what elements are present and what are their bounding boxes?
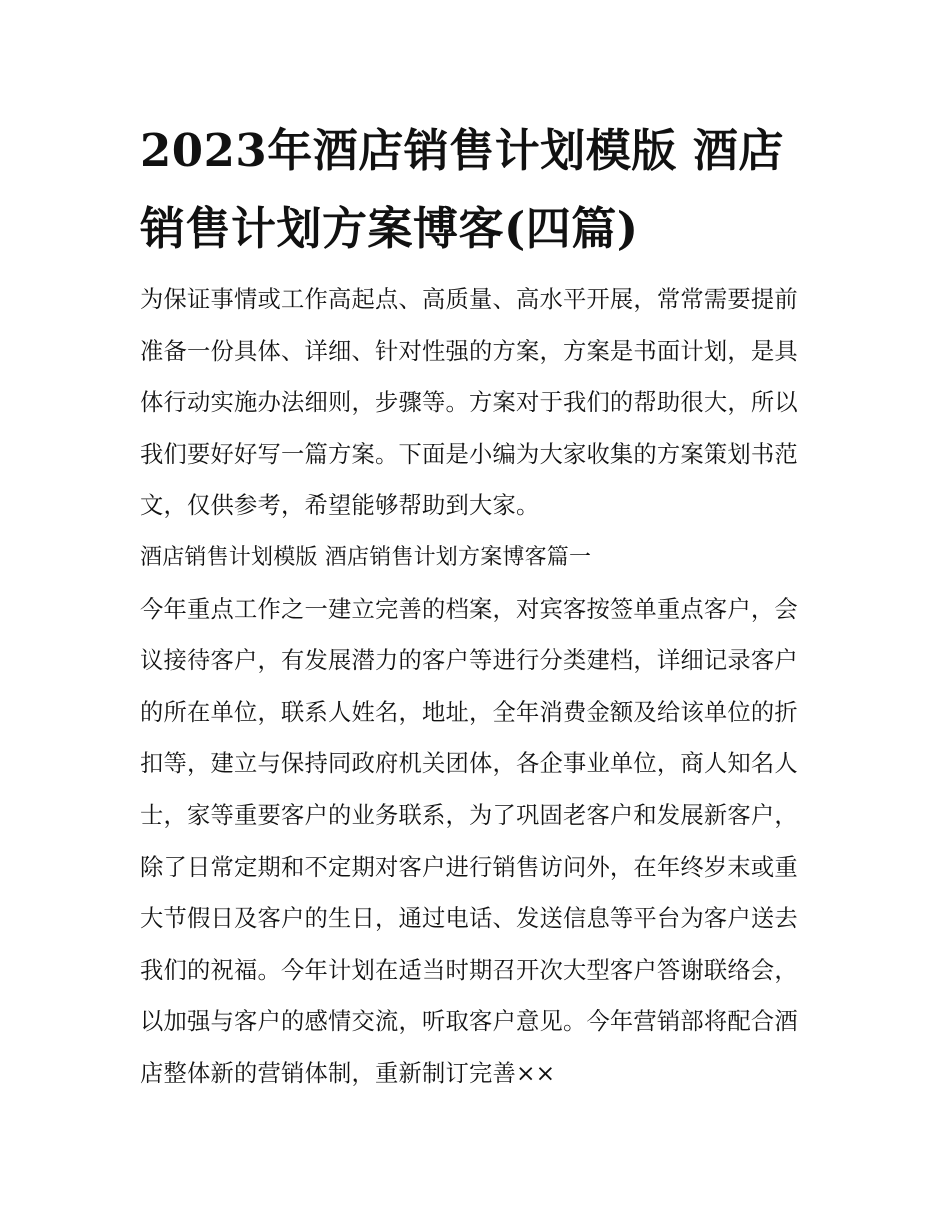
document-body xyxy=(140,274,820,1100)
section-heading: 酒店销售计划模版 酒店销售计划方案博客篇一 xyxy=(140,544,592,570)
document-title: 2023年酒店销售计划模版 酒店销售计划方案博客(四篇) xyxy=(140,124,784,255)
section-paragraph: 今年重点工作之一建立完善的档案，对宾客按签单重点客户，会议接待客户，有发展潜力的客户等进行分类建档，详细记录客户的所在单位，联系人姓名，地址，全年消费金额及给该单位的折扣等，建立与保持同政府机关团体，各企事业单位，商人知名人士，家等重要客户的业务联系，为了巩固老客户和发展新客户，除了日常定期和不定期对客户进行销售访问外，在年终岁末或重大节假日及客户的生日，通过电话、发送信息等平台为客户送去我们的祝福。今年计划在适当时期召开次大型客户答谢联络会，以加强与客户的感情交流，听取客户意见。今年营销部将配合酒店整体新的营销体制，重新制订完善×× xyxy=(140,595,798,1087)
intro-paragraph: 为保证事情或工作高起点、高质量、高水平开展，常常需要提前准备一份具体、详细、针对性强的方案，方案是书面计划，是具体行动实施办法细则，步骤等。方案对于我们的帮助很大，所以我们要好好写一篇方案。下面是小编为大家收集的方案策划书范文，仅供参考，希望能够帮助到大家。 xyxy=(140,286,798,520)
